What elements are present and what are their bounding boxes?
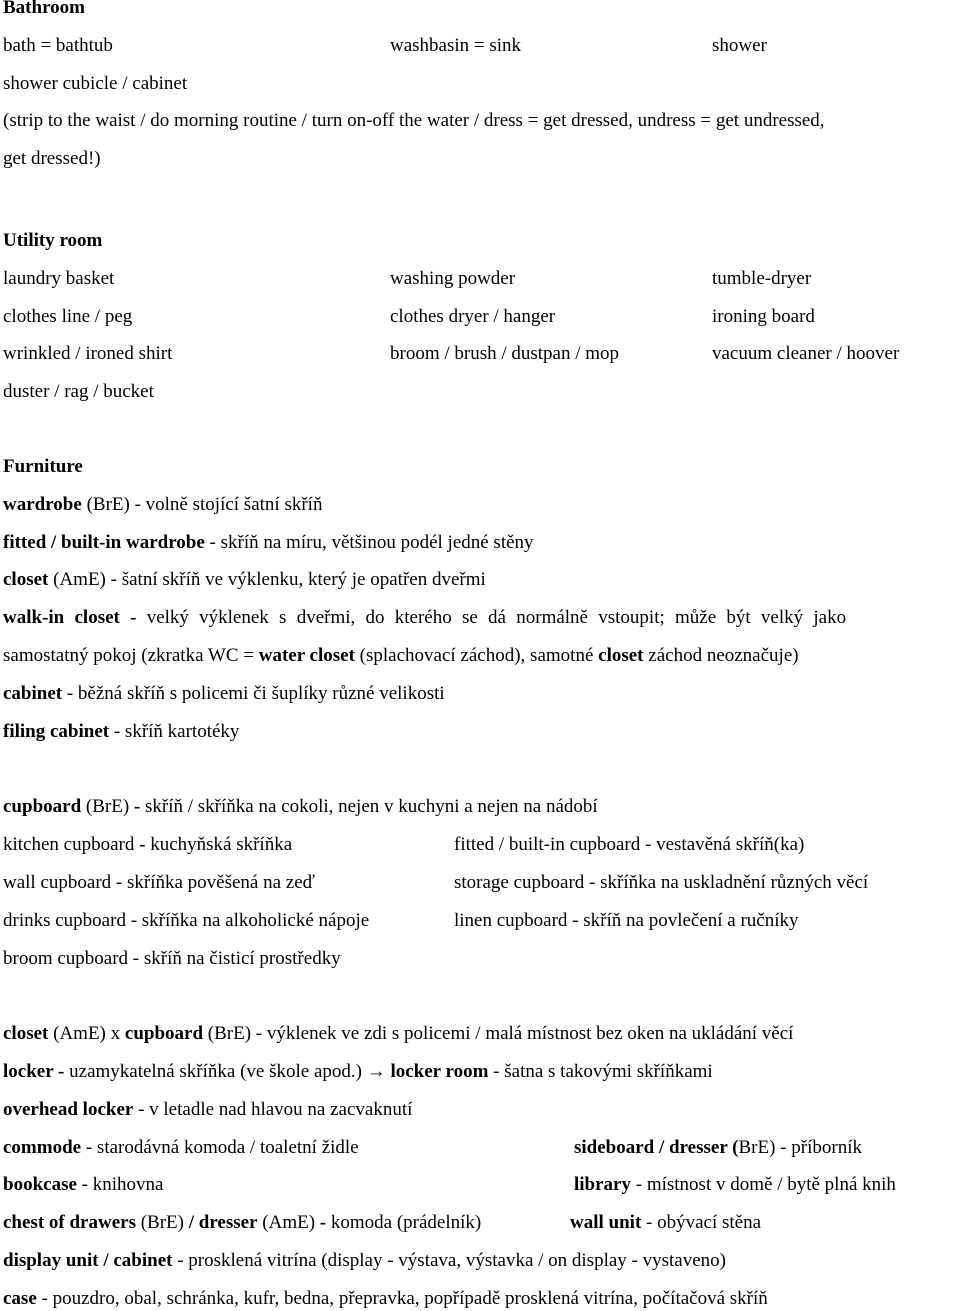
cupboard-entry: storage cupboard - skříňka na uskladnění různých věcí <box>454 872 869 893</box>
bathroom-heading: Bathroom <box>3 0 85 18</box>
cupboard-entry: broom cupboard - skříň na čisticí prostředky <box>3 948 341 969</box>
utility-item: duster / rag / bucket <box>3 381 154 402</box>
cupboard-entry: cupboard (BrE) - skříň / skříňka na cokoli, nejen v kuchyni a nejen na nádobí <box>3 796 598 817</box>
misc-entry: case - pouzdro, obal, schránka, kufr, bedna, přepravka, popřípadě prosklená vitrína, počítačová skříň <box>3 1288 768 1309</box>
utility-item: washing powder <box>390 268 516 289</box>
utility-item: broom / brush / dustpan / mop <box>390 343 620 364</box>
bathroom-note: (strip to the waist / do morning routine / turn on-off the water / dress = get dressed, undress = get undressed, <box>3 110 825 131</box>
furniture-entry: closet (AmE) - šatní skříň ve výklenku, který je opatřen dveřmi <box>3 569 486 590</box>
utility-item: clothes dryer / hanger <box>390 306 556 327</box>
misc-entry: sideboard / dresser (BrE) - příborník <box>574 1137 862 1158</box>
furniture-entry: wardrobe (BrE) - volně stojící šatní skříň <box>3 494 323 515</box>
utility-item: tumble-dryer <box>712 268 812 289</box>
cupboard-entry: linen cupboard - skříň na povlečení a ručníky <box>454 910 799 931</box>
cupboard-entry: wall cupboard - skříňka pověšená na zeď <box>3 872 315 893</box>
bathroom-note: get dressed!) <box>3 148 101 169</box>
cupboard-entry: kitchen cupboard - kuchyňská skříňka <box>3 834 293 855</box>
misc-entry: library - místnost v domě / bytě plná knih <box>574 1174 896 1195</box>
cupboard-entry: drinks cupboard - skříňka na alkoholické nápoje <box>3 910 370 931</box>
misc-entry: display unit / cabinet - prosklená vitrína (display - výstava, výstavka / on display - vystaveno) <box>3 1250 726 1271</box>
bathroom-item: washbasin = sink <box>390 35 522 56</box>
misc-entry: wall unit - obývací stěna <box>570 1212 762 1233</box>
misc-entry: bookcase - knihovna <box>3 1174 164 1195</box>
bathroom-item: bath = bathtub <box>3 35 113 56</box>
furniture-entry: filing cabinet - skříň kartotéky <box>3 721 240 742</box>
misc-entry: locker - uzamykatelná skříňka (ve škole apod.) → locker room - šatna s takovými skříňkami <box>3 1061 713 1082</box>
utility-item: clothes line / peg <box>3 306 133 327</box>
furniture-heading: Furniture <box>3 456 83 477</box>
misc-entry: chest of drawers (BrE) / dresser (AmE) - komoda (prádelník) <box>3 1212 482 1233</box>
utility-item: vacuum cleaner / hoover <box>712 343 900 364</box>
utility-item: wrinkled / ironed shirt <box>3 343 173 364</box>
utility-item: laundry basket <box>3 268 115 289</box>
cupboard-entry: fitted / built-in cupboard - vestavěná skříň(ka) <box>454 834 805 855</box>
misc-entry: overhead locker - v letadle nad hlavou na zacvaknutí <box>3 1099 413 1120</box>
bathroom-item: shower <box>712 35 767 56</box>
furniture-entry: cabinet - běžná skříň s policemi či šuplíky různé velikosti <box>3 683 445 704</box>
misc-entry: closet (AmE) x cupboard (BrE) - výklenek ve zdi s policemi / malá místnost bez oken na ukládání věcí <box>3 1023 794 1044</box>
utility-heading: Utility room <box>3 230 103 251</box>
furniture-entry: walk-in closet - velký výklenek s dveřmi, do kterého se dá normálně vstoupit; může být velký jako <box>3 607 847 628</box>
furniture-entry: samostatný pokoj (zkratka WC = water closet (splachovací záchod), samotné closet záchod neoznačuje) <box>3 645 799 666</box>
utility-item: ironing board <box>712 306 815 327</box>
bathroom-item: shower cubicle / cabinet <box>3 73 188 94</box>
misc-entry: commode - starodávná komoda / toaletní židle <box>3 1137 359 1158</box>
furniture-entry: fitted / built-in wardrobe - skříň na míru, většinou podél jedné stěny <box>3 532 534 553</box>
